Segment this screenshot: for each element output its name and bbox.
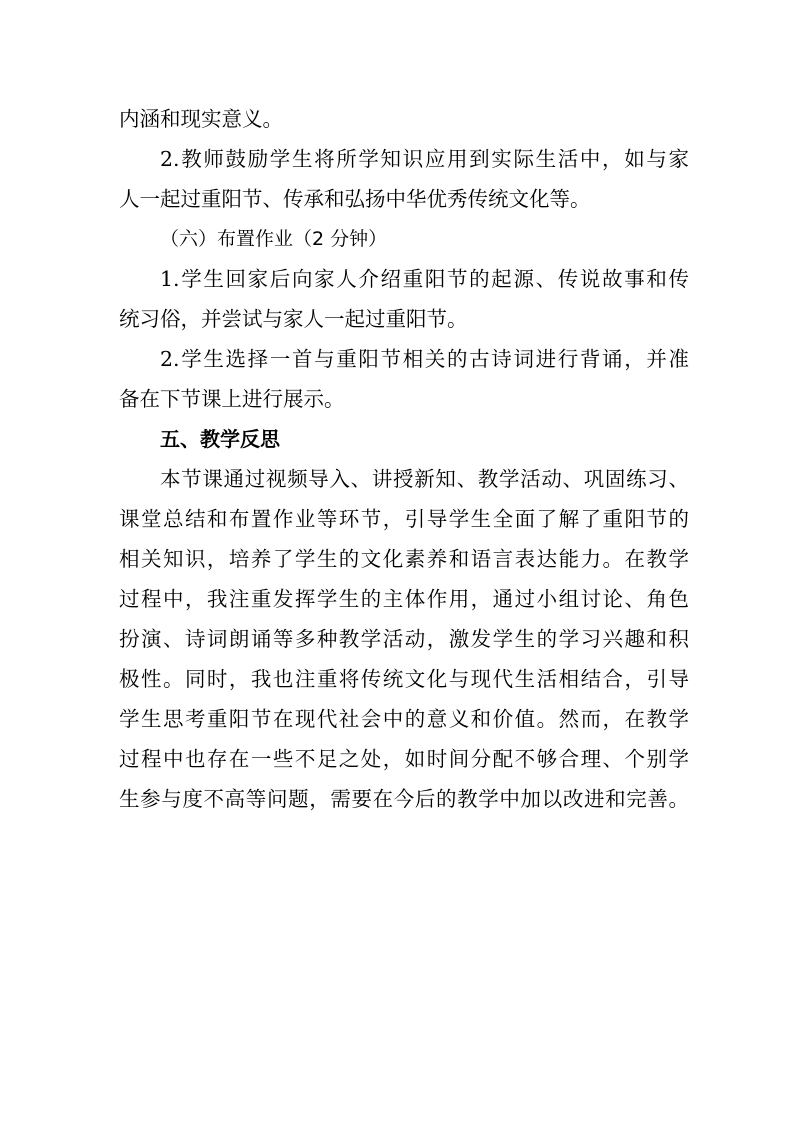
paragraph-line: 课堂总结和布置作业等环节，引导学生全面了解了重阳节的 — [119, 507, 689, 531]
paragraph-line: 本节课通过视频导入、讲授新知、教学活动、巩固练习、 — [160, 467, 689, 491]
document-page — [119, 99, 689, 819]
section-heading: 五、教学反思 — [160, 427, 280, 451]
paragraph-line: 生参与度不高等问题，需要在今后的教学中加以改进和完善。 — [119, 787, 689, 811]
paragraph-line: 扮演、诗词朗诵等多种教学活动，激发学生的学习兴趣和积 — [119, 627, 689, 651]
paragraph-line: 学生思考重阳节在现代社会中的意义和价值。然而，在教学 — [119, 707, 689, 731]
paragraph-line: 2.教师鼓励学生将所学知识应用到实际生活中，如与家 — [160, 147, 689, 171]
paragraph-line: 统习俗，并尝试与家人一起过重阳节。 — [119, 307, 468, 331]
paragraph-line: 极性。同时，我也注重将传统文化与现代生活相结合，引导 — [119, 667, 689, 691]
subsection-heading: （六）布置作业（2 分钟） — [160, 228, 388, 250]
paragraph-line: 1.学生回家后向家人介绍重阳节的起源、传说故事和传 — [160, 267, 689, 291]
paragraph-line: 过程中也存在一些不足之处，如时间分配不够合理、个别学 — [119, 747, 689, 771]
paragraph-line: 过程中，我注重发挥学生的主体作用，通过小组讨论、角色 — [119, 587, 689, 611]
paragraph-line: 人一起过重阳节、传承和弘扬中华优秀传统文化等。 — [119, 187, 591, 211]
paragraph-line: 备在下节课上进行展示。 — [119, 387, 345, 411]
paragraph-line: 内涵和现实意义。 — [119, 107, 283, 131]
paragraph-line: 相关知识，培养了学生的文化素养和语言表达能力。在教学 — [119, 547, 689, 571]
paragraph-line: 2.学生选择一首与重阳节相关的古诗词进行背诵，并准 — [160, 347, 689, 371]
